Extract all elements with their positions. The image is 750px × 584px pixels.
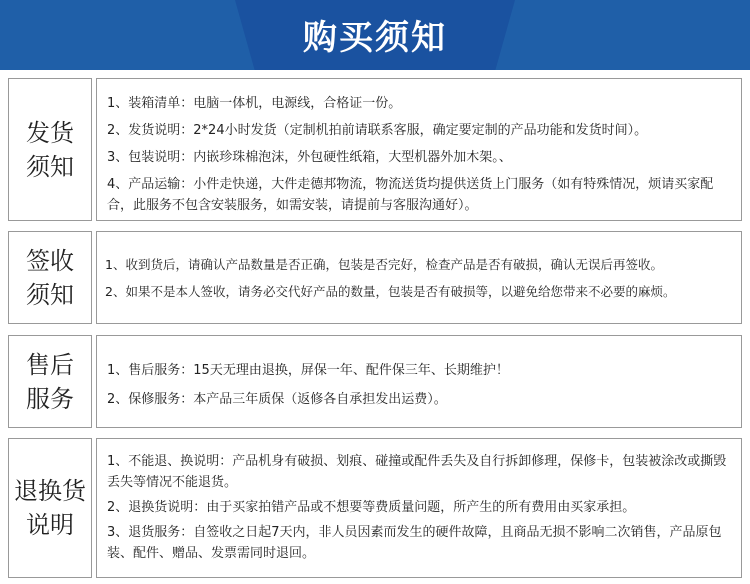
section-content (96, 438, 742, 578)
list-item: 2、如果不是本人签收，请务必交代好产品的数量，包装是否有破损等，以避免给您带来不必要的麻烦。 (105, 284, 676, 299)
section-label: 发货 须知 (26, 118, 74, 181)
section-label-box (8, 78, 92, 221)
list-item: 4、产品运输：小件走快递，大件走德邦物流，物流送货均提供送货上门服务（如有特殊情况，烦请买家配合，此服务不包含安装服务，如需安装，请提前与客服沟通好）。 (107, 177, 714, 213)
section-label-box (8, 438, 92, 578)
section-after-sales (8, 335, 742, 428)
section-content (96, 78, 742, 221)
section-shipping (8, 78, 742, 221)
header-banner (0, 0, 750, 70)
section-returns (8, 438, 742, 578)
list-item: 2、退换货说明：由于买家拍错产品或不想要等费质量问题，所产生的所有费用由买家承担。 (107, 500, 636, 515)
list-item: 1、装箱清单：电脑一体机，电源线，合格证一份。 (107, 96, 402, 111)
page-title: 购买须知 (303, 18, 447, 58)
section-content (96, 335, 742, 428)
section-content (96, 231, 742, 324)
list-item: 1、不能退、换说明：产品机身有破损、划痕、碰撞或配件丢失及自行拆卸修理，保修卡，包装被涂改或撕毁丢失等情况不能退货。 (107, 454, 727, 490)
section-label: 签收 须知 (26, 246, 74, 309)
section-label-box (8, 335, 92, 428)
section-label: 售后 服务 (26, 350, 74, 413)
list-item: 2、发货说明：2*24小时发货（定制机拍前请联系客服，确定要定制的产品功能和发货时间）。 (107, 123, 648, 138)
section-label: 退换货 说明 (14, 477, 86, 539)
list-item: 1、收到货后，请确认产品数量是否正确，包装是否完好，检查产品是否有破损，确认无误后再签收。 (105, 257, 663, 272)
section-receipt (8, 231, 742, 324)
list-item: 1、售后服务：15天无理由退换，屏保一年、配件保三年、长期维护！ (107, 363, 509, 378)
list-item: 2、保修服务：本产品三年质保（返修各自承担发出运费）。 (107, 392, 447, 407)
section-label-box (8, 231, 92, 324)
list-item: 3、退货服务：自签收之日起7天内，非人员因素而发生的硬件故障，且商品无损不影响二次销售，产品原包装、配件、赠品、发票需同时退回。 (107, 525, 722, 561)
list-item: 3、包装说明：内嵌珍珠棉泡沫，外包硬性纸箱，大型机器外加木架。、 (107, 150, 512, 165)
